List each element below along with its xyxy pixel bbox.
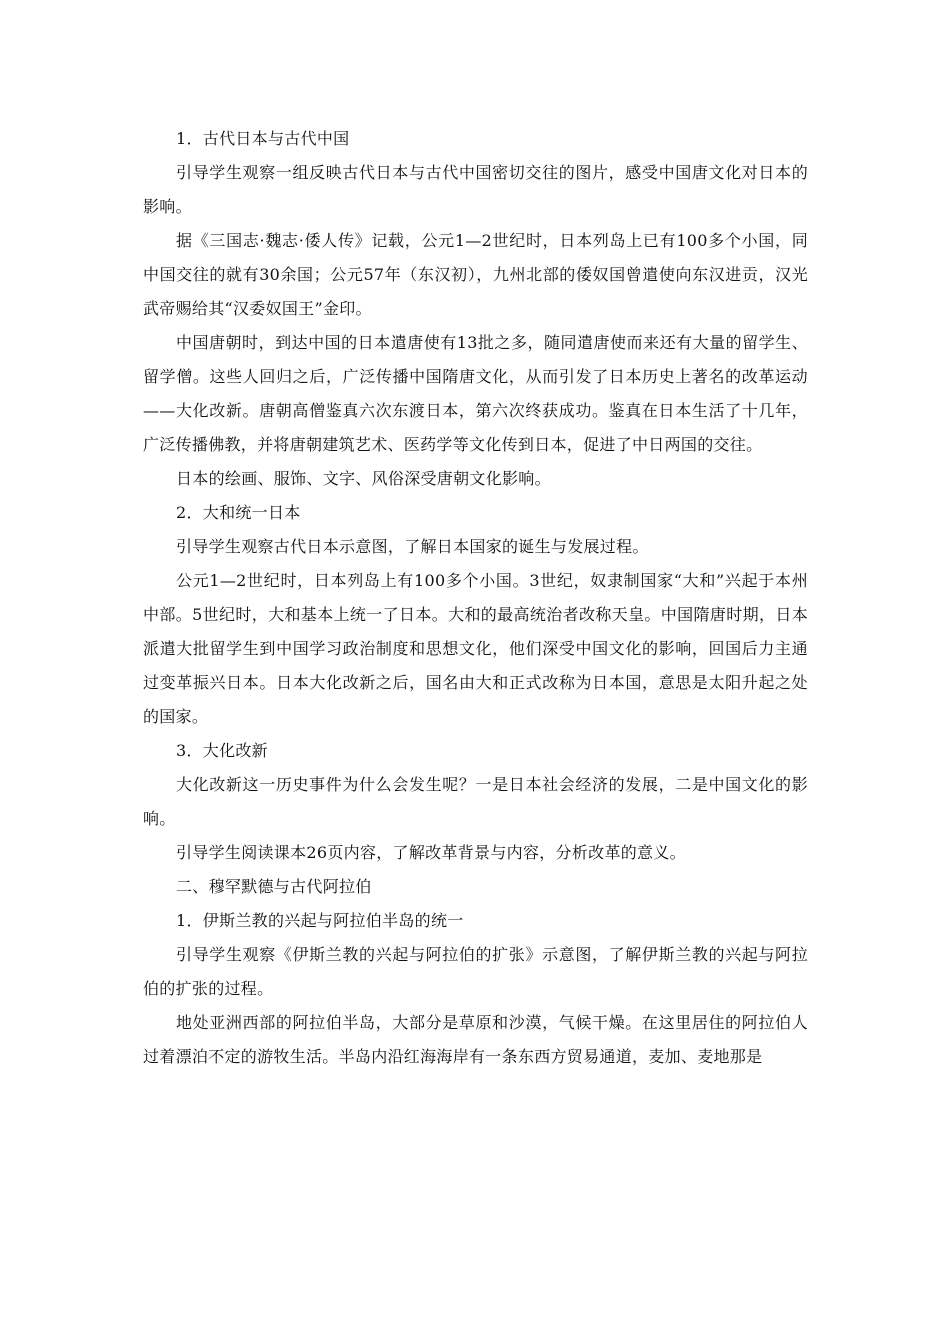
paragraph: 中国唐朝时，到达中国的日本遣唐使有13批之多，随同遣唐使而来还有大量的留学生、留学僧。这些人回归之后，广泛传播中国隋唐文化，从而引发了日本历史上著名的改革运动——大化改新。唐朝高僧鉴真六次东渡日本，第六次终获成功。鉴真在日本生活了十几年，广泛传播佛教，并将唐朝建筑艺术、医药学等文化传到日本，促进了中日两国的交往。 <box>143 333 808 454</box>
paragraph: 日本的绘画、服饰、文字、风俗深受唐朝文化影响。 <box>176 469 551 488</box>
paragraph: 据《三国志·魏志·倭人传》记载，公元1—2世纪时，日本列岛上已有100多个小国，同中国交往的就有30余国；公元57年（东汉初），九州北部的倭奴国曾遣使向东汉进贡，汉光武帝赐给其“汉委奴国王”金印。 <box>143 231 808 318</box>
section-heading: 1．伊斯兰教的兴起与阿拉伯半岛的统一 <box>176 911 464 930</box>
paragraph: 引导学生观察《伊斯兰教的兴起与阿拉伯的扩张》示意图，了解伊斯兰教的兴起与阿拉伯的扩张的过程。 <box>143 945 808 998</box>
section-heading: 1．古代日本与古代中国 <box>176 129 350 148</box>
document-body <box>143 122 808 1074</box>
section-heading: 3．大化改新 <box>176 741 268 760</box>
paragraph: 引导学生观察一组反映古代日本与古代中国密切交往的图片，感受中国唐文化对日本的影响。 <box>143 163 808 216</box>
paragraph: 公元1—2世纪时，日本列岛上有100多个小国。3世纪，奴隶制国家“大和”兴起于本州中部。5世纪时，大和基本上统一了日本。大和的最高统治者改称天皇。中国隋唐时期，日本派遣大批留学生到中国学习政治制度和思想文化，他们深受中国文化的影响，回国后力主通过变革振兴日本。日本大化改新之后，国名由大和正式改称为日本国，意思是太阳升起之处的国家。 <box>143 571 808 726</box>
chapter-heading: 二、穆罕默德与古代阿拉伯 <box>176 877 372 896</box>
paragraph: 地处亚洲西部的阿拉伯半岛，大部分是草原和沙漠，气候干燥。在这里居住的阿拉伯人过着漂泊不定的游牧生活。半岛内沿红海海岸有一条东西方贸易通道，麦加、麦地那是 <box>143 1013 808 1066</box>
paragraph: 引导学生观察古代日本示意图，了解日本国家的诞生与发展过程。 <box>176 537 649 556</box>
paragraph: 大化改新这一历史事件为什么会发生呢？一是日本社会经济的发展，二是中国文化的影响。 <box>143 775 808 828</box>
section-heading: 2．大和统一日本 <box>176 503 301 522</box>
paragraph: 引导学生阅读课本26页内容，了解改革背景与内容，分析改革的意义。 <box>176 843 686 862</box>
